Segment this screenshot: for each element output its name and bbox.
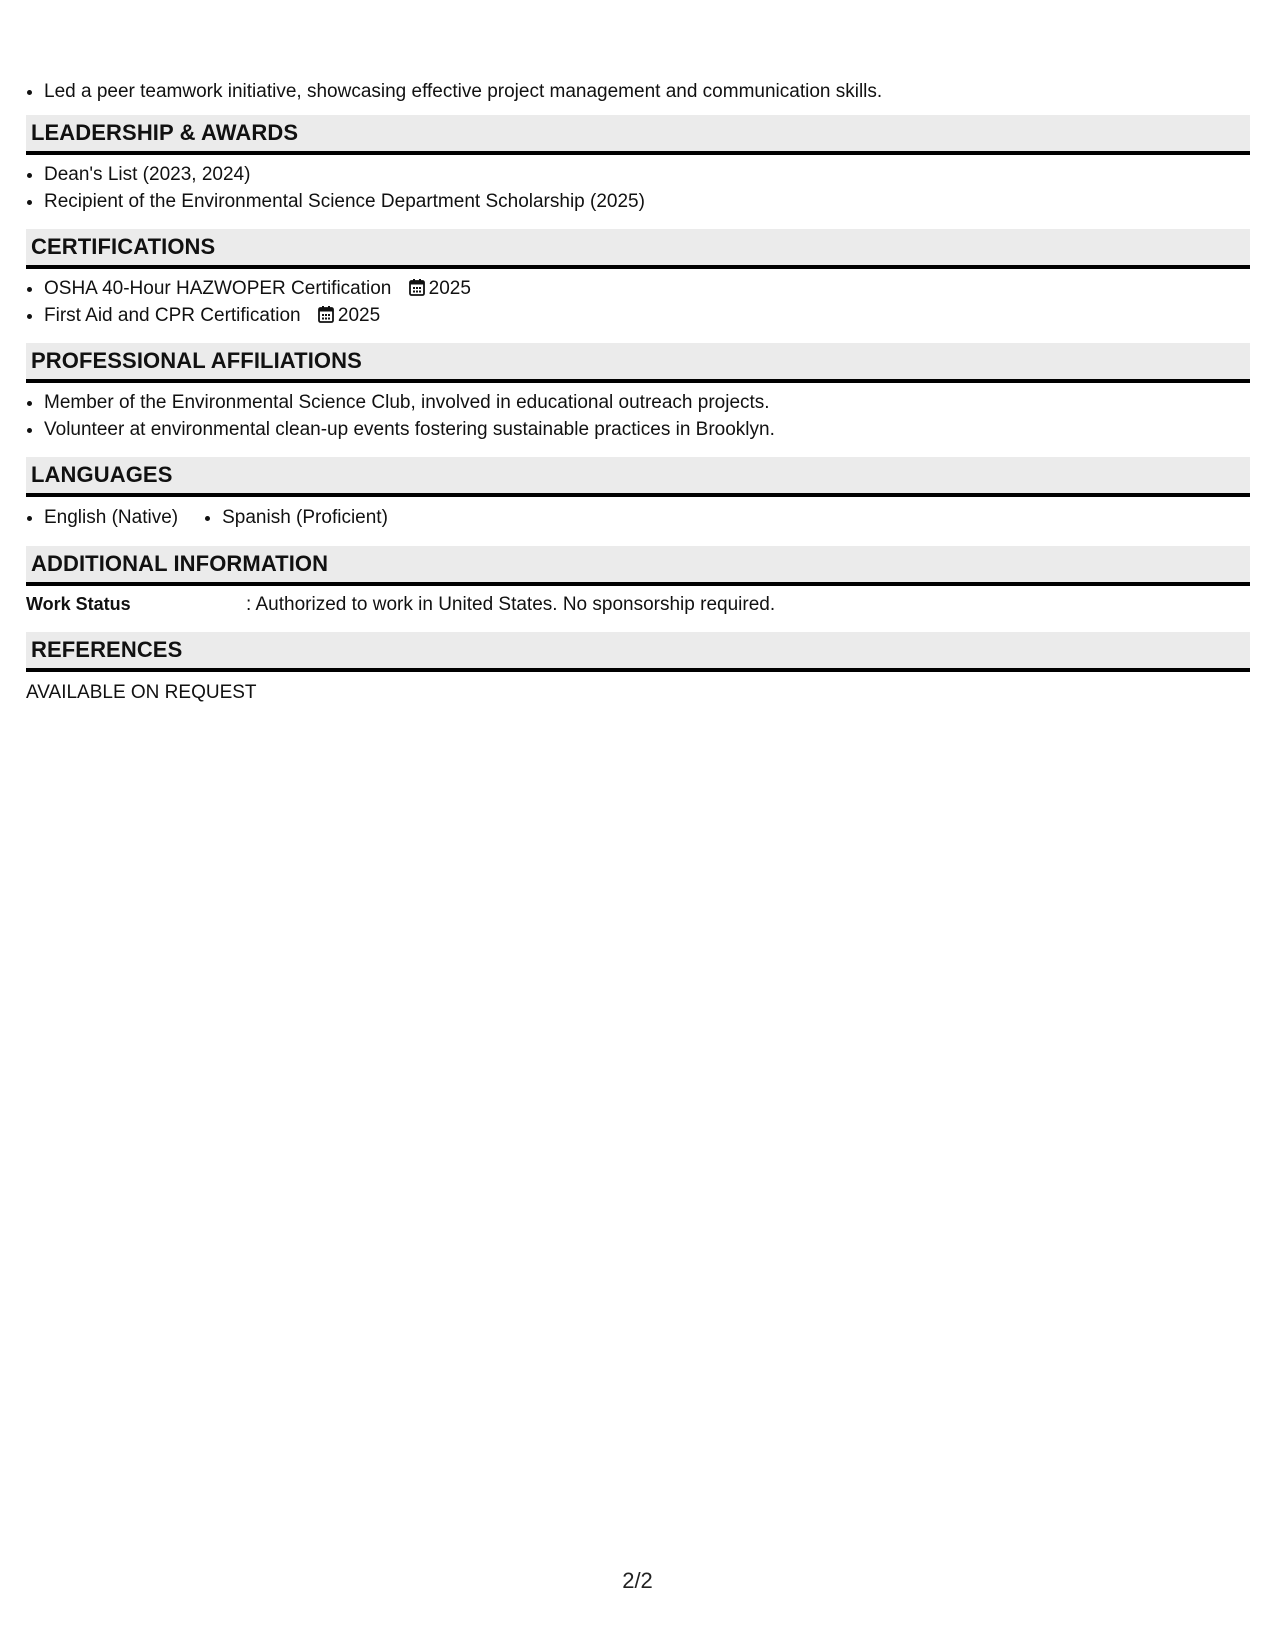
list-item: • Recipient of the Environmental Science Department Scholarship (2025) — [44, 188, 1250, 215]
section-heading-references: REFERENCES — [26, 632, 1250, 672]
certification-name: OSHA 40-Hour HAZWOPER Certification — [44, 278, 392, 299]
certification-name: First Aid and CPR Certification — [44, 305, 301, 326]
section-heading-leadership: LEADERSHIP & AWARDS — [26, 115, 1250, 155]
resume-page — [26, 0, 1250, 706]
carryover-list — [26, 78, 1250, 105]
list-item: • Member of the Environmental Science Club, involved in educational outreach projects. — [44, 389, 1250, 416]
page-number: 2/2 — [622, 1568, 653, 1593]
language-item: • Spanish (Proficient) — [222, 504, 388, 531]
list-item: • Dean's List (2023, 2024) — [44, 161, 1250, 188]
calendar-icon — [318, 305, 334, 323]
languages-list — [26, 504, 1250, 531]
leadership-list — [26, 161, 1250, 215]
affiliations-list — [26, 389, 1250, 443]
work-status-value: : Authorized to work in United States. No sponsorship required. — [246, 594, 776, 615]
certification-year: 2025 — [337, 305, 381, 326]
section-heading-affiliations: PROFESSIONAL AFFILIATIONS — [26, 343, 1250, 383]
certification-item — [44, 275, 1250, 302]
list-item: • Led a peer teamwork initiative, showcasing effective project management and communication skills. — [44, 78, 1250, 105]
section-heading-languages: LANGUAGES — [26, 457, 1250, 497]
calendar-icon — [409, 278, 425, 296]
work-status-label: Work Status — [26, 594, 131, 614]
certification-year: 2025 — [428, 278, 471, 299]
certifications-list — [26, 275, 1250, 329]
list-item: • Volunteer at environmental clean-up events fostering sustainable practices in Brooklyn. — [44, 416, 1250, 443]
section-heading-additional: ADDITIONAL INFORMATION — [26, 546, 1250, 586]
language-item: • English (Native) — [44, 504, 178, 531]
section-heading-certifications: CERTIFICATIONS — [26, 229, 1250, 269]
references-text: AVAILABLE ON REQUEST — [26, 682, 257, 703]
work-status-row — [26, 591, 1250, 618]
certification-item — [44, 302, 1250, 329]
